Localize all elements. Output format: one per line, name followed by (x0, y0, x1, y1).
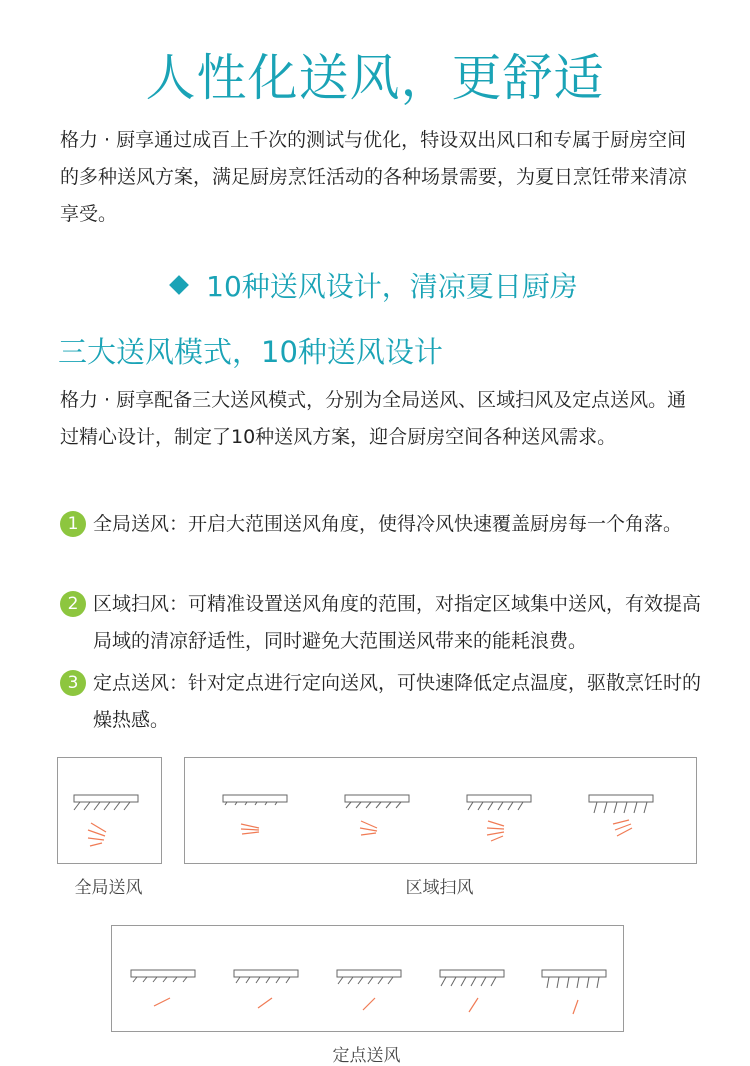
zone-airflow-diagram (184, 757, 697, 864)
caption-fixed: 定点送风 (332, 1046, 401, 1066)
page-title: 人性化送风，更舒适 (145, 49, 605, 107)
fixed-airflow-diagram (111, 925, 624, 1032)
caption-zone: 区域扫风 (405, 878, 474, 898)
mode-item-fixed (60, 665, 710, 739)
mode-text: 全局送风：开启大范围送风角度，使得冷风快速覆盖厨房每一个角落。 (93, 513, 683, 535)
subheading (0, 265, 750, 305)
number-badge: 2 (60, 591, 86, 617)
mode-item-zone (60, 586, 710, 660)
global-airflow-diagram (57, 757, 162, 864)
mode-text: 定点送风：针对定点进行定向送风，可快速降低定点温度，驱散烹饪时的燥热感。 (93, 672, 702, 731)
number-badge: 3 (60, 670, 86, 696)
fixed-airflow-illustration (112, 926, 623, 1031)
zone-airflow-illustration (185, 758, 696, 863)
subheading-text: 10种送风设计，清凉夏日厨房 (206, 270, 578, 303)
section-description: 格力 · 厨享配备三大送风模式，分别为全局送风、区域扫风及定点送风。通过精心设计，制定了10种送风方案，迎合厨房空间各种送风需求。 (60, 389, 687, 448)
diamond-bullet-icon (169, 275, 189, 295)
global-airflow-illustration (58, 758, 161, 863)
section-title: 三大送风模式，10种送风设计 (58, 335, 443, 369)
caption-global: 全局送风 (74, 878, 143, 898)
mode-item-global (60, 506, 710, 543)
mode-text: 区域扫风：可精准设置送风角度的范围，对指定区域集中送风，有效提高局域的清凉舒适性，同时避免大范围送风带来的能耗浪费。 (93, 593, 702, 652)
number-badge: 1 (60, 511, 86, 537)
intro-paragraph: 格力 · 厨享通过成百上千次的测试与优化，特设双出风口和专属于厨房空间的多种送风方案，满足厨房烹饪活动的各种场景需要，为夏日烹饪带来清凉享受。 (60, 129, 688, 225)
